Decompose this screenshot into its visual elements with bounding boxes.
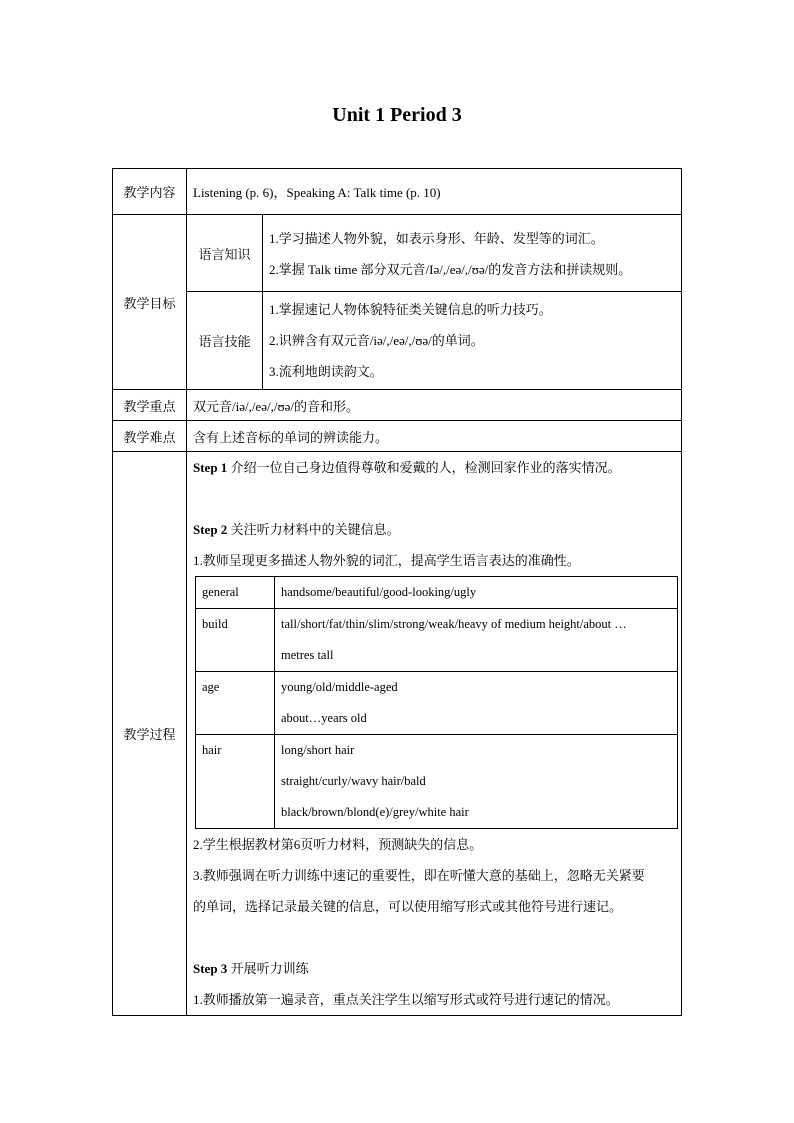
vocab-category: build <box>202 617 228 631</box>
vocab-row <box>196 735 678 829</box>
objectives-skills-row <box>113 292 682 390</box>
step1-text: 介绍一位自己身边值得尊敬和爱戴的人，检测回家作业的落实情况。 <box>227 460 621 475</box>
difficulties-value: 含有上述音标的单词的辨读能力。 <box>187 421 682 452</box>
step3-line <box>187 953 681 984</box>
vocab-row <box>196 672 678 735</box>
vocab-category: age <box>202 680 220 694</box>
step2-label: Step 2 <box>193 522 228 537</box>
step2-item: 2.学生根据教材第6页听力材料，预测缺失的信息。 <box>193 837 483 852</box>
step3-label: Step 3 <box>193 961 228 976</box>
content-row <box>113 169 682 215</box>
vocab-words: long/short hair <box>281 743 355 757</box>
vocabulary-table <box>195 576 678 829</box>
vocab-words: straight/curly/wavy hair/bald <box>281 774 426 788</box>
step2-item: 3.教师强调在听力训练中速记的重要性，即在听懂大意的基础上，忽略无关紧要 <box>193 868 645 883</box>
step3-item: 1.教师播放第一遍录音，重点关注学生以缩写形式或符号进行速记的情况。 <box>193 992 619 1007</box>
vocab-words: black/brown/blond(e)/grey/white hair <box>281 805 469 819</box>
content-label: 教学内容 <box>113 169 187 215</box>
step2-item: 1.教师呈现更多描述人物外貌的词汇，提高学生语言表达的准确性。 <box>193 553 580 568</box>
vocab-row <box>196 577 678 609</box>
vocab-words: tall/short/fat/thin/slim/strong/weak/heavy of medium height/about … <box>281 617 627 631</box>
step2-text: 关注听力材料中的关键信息。 <box>227 522 400 537</box>
vocab-words: handsome/beautiful/good-looking/ugly <box>281 585 477 599</box>
step2-line <box>187 514 681 545</box>
lesson-plan-table <box>112 168 682 1016</box>
skills-item: 3.流利地朗读韵文。 <box>269 364 383 379</box>
process-label: 教学过程 <box>113 452 187 1016</box>
vocab-words: about…years old <box>281 711 367 725</box>
skills-item: 2.识辨含有双元音/iə/,/eə/,/ʊə/的单词。 <box>269 333 484 348</box>
knowledge-item: 2.掌握 Talk time 部分双元音/Iə/,/eə/,/ʊə/的发音方法和拼读规则。 <box>269 262 632 277</box>
difficulties-label: 教学难点 <box>113 421 187 452</box>
knowledge-item: 1.学习描述人物外貌，如表示身形、年龄、发型等的词汇。 <box>269 231 604 246</box>
key-points-value: 双元音/iə/,/eə/,/ʊə/的音和形。 <box>187 390 682 421</box>
step3-text: 开展听力训练 <box>227 961 309 976</box>
knowledge-label: 语言知识 <box>187 215 263 292</box>
vocab-row <box>196 609 678 672</box>
step2-item-cont: 的单词，选择记录最关键的信息，可以使用缩写形式或其他符号进行速记。 <box>193 899 623 914</box>
key-points-row <box>113 390 682 421</box>
vocab-category: general <box>202 585 239 599</box>
key-points-label: 教学重点 <box>113 390 187 421</box>
step1-label: Step 1 <box>193 460 228 475</box>
objectives-knowledge-row <box>113 215 682 292</box>
skills-item: 1.掌握速记人物体貌特征类关键信息的听力技巧。 <box>269 302 552 317</box>
process-row <box>113 452 682 1016</box>
objectives-label: 教学目标 <box>113 215 187 390</box>
step1-line <box>187 452 681 483</box>
vocab-words: metres tall <box>281 648 334 662</box>
vocab-category: hair <box>202 743 222 757</box>
difficulties-row <box>113 421 682 452</box>
vocab-words: young/old/middle-aged <box>281 680 398 694</box>
content-value: Listening (p. 6)，Speaking A: Talk time (p. 10) <box>187 169 682 215</box>
page-title: Unit 1 Period 3 <box>332 104 462 126</box>
skills-label: 语言技能 <box>187 292 263 390</box>
